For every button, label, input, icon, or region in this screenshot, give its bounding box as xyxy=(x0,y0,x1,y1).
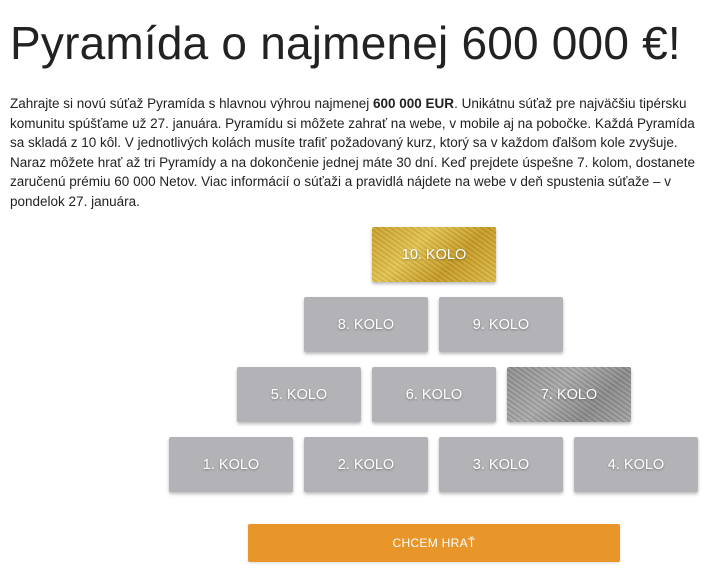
intro-text-start: Zahrajte si novú súťaž Pyramída s hlavnou výhrou najmenej xyxy=(10,96,373,111)
round-7-label: 7. KOLO xyxy=(540,386,598,403)
round-10-tile[interactable] xyxy=(372,227,496,282)
round-3-label: 3. KOLO xyxy=(472,456,530,473)
round-4-label: 4. KOLO xyxy=(607,456,665,473)
round-5-label: 5. KOLO xyxy=(270,386,328,403)
intro-paragraph xyxy=(10,94,710,212)
round-7-tile[interactable] xyxy=(507,367,631,422)
round-6-label: 6. KOLO xyxy=(405,386,463,403)
round-9-label: 9. KOLO xyxy=(472,316,530,333)
round-8-label: 8. KOLO xyxy=(337,316,395,333)
round-10-label: 10. KOLO xyxy=(401,246,467,263)
round-1-tile[interactable] xyxy=(169,437,293,492)
intro-text-end: . Unikátnu súťaž pre najväčšiu tipérsku komunitu spúšťame už 27. januára. Pyramídu si môžete zahrať na webe, v mobile aj na pobočke. Každá Pyramída sa skladá z 10 kôl. V jednotlivých kolách musíte trafiť požadovaný kurz, ktorý sa v každom ďalšom kole zvyšuje. Naraz môžete hrať až tri Pyramídy a na dokončenie jednej máte 30 dní. Keď prejdete úspešne 7. kolom, dostanete zaručenú prémiu 60 000 Netov. Viac informácií o súťaži a pravidlá nájdete na webe v deň spustenia súťaže – v pondelok 27. januára. xyxy=(10,96,695,209)
round-9-tile[interactable] xyxy=(439,297,563,352)
round-1-label: 1. KOLO xyxy=(202,456,260,473)
intro-highlight-prize: 600 000 EUR xyxy=(373,96,455,111)
round-4-tile[interactable] xyxy=(574,437,698,492)
round-5-tile[interactable] xyxy=(237,367,361,422)
round-6-tile[interactable] xyxy=(372,367,496,422)
round-2-label: 2. KOLO xyxy=(337,456,395,473)
page-title: Pyramída o najmenej 600 000 €! xyxy=(10,17,681,69)
play-now-button[interactable]: CHCEM HRAŤ xyxy=(248,524,620,562)
round-3-tile[interactable] xyxy=(439,437,563,492)
round-8-tile[interactable] xyxy=(304,297,428,352)
round-2-tile[interactable] xyxy=(304,437,428,492)
